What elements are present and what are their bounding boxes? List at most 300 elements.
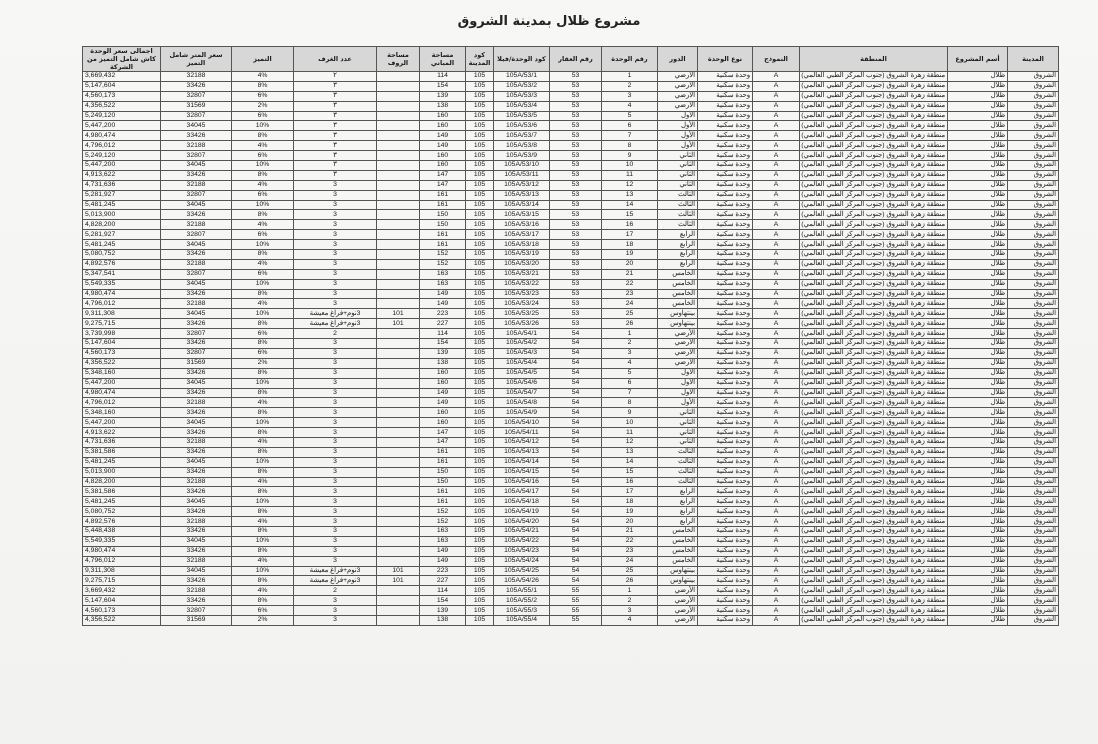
cell-property-number: 54 [550,437,602,447]
cell-total-price: 5,481,245 [83,497,161,507]
cell-rooms: 3 [294,348,377,358]
cell-unit-type: وحدة سكنية [698,161,753,171]
cell-premium: 8% [232,507,294,517]
cell-rooms: 3 [294,180,377,190]
cell-roof-area [377,289,420,299]
cell-unit-number: 26 [602,576,658,586]
cell-area: منطقة زهرة الشروق (جنوب المركز الطبي العالمي) [800,200,948,210]
cell-city-code: 105 [466,289,494,299]
cell-project: ظلال [948,487,1008,497]
cell-total-price: 5,549,335 [83,279,161,289]
cell-city: الشروق [1008,566,1059,576]
table-row [83,170,1059,180]
cell-city: الشروق [1008,210,1059,220]
cell-price-per-meter: 32188 [161,586,232,596]
cell-floor: الثالث [658,190,698,200]
cell-unit-number: 8 [602,141,658,151]
cell-total-price: 4,356,522 [83,358,161,368]
cell-unit-type: وحدة سكنية [698,447,753,457]
cell-unit-code: 105A/55/2 [494,596,550,606]
cell-city: الشروق [1008,457,1059,467]
cell-property-number: 54 [550,368,602,378]
cell-unit-type: وحدة سكنية [698,200,753,210]
cell-unit-code: 105A/53/22 [494,279,550,289]
cell-project: ظلال [948,358,1008,368]
cell-roof-area [377,299,420,309]
cell-price-per-meter: 32188 [161,141,232,151]
table-row [83,378,1059,388]
cell-model: A [753,299,800,309]
cell-city: الشروق [1008,368,1059,378]
cell-area: منطقة زهرة الشروق (جنوب المركز الطبي العالمي) [800,447,948,457]
cell-property-number: 53 [550,121,602,131]
cell-property-number: 54 [550,526,602,536]
cell-model: A [753,180,800,190]
cell-unit-code: 105A/54/17 [494,487,550,497]
header-project: أسم المشروع [948,47,1008,72]
cell-city-code: 105 [466,220,494,230]
cell-premium: 6% [232,151,294,161]
cell-property-number: 54 [550,457,602,467]
cell-building-area: 161 [420,200,466,210]
cell-building-area: 149 [420,289,466,299]
cell-model: A [753,200,800,210]
cell-unit-type: وحدة سكنية [698,230,753,240]
cell-building-area: 114 [420,586,466,596]
cell-model: A [753,220,800,230]
cell-rooms: 3 [294,190,377,200]
cell-project: ظلال [948,615,1008,625]
cell-city: الشروق [1008,190,1059,200]
cell-unit-code: 105A/54/5 [494,368,550,378]
cell-city-code: 105 [466,151,494,161]
cell-floor: الأول [658,388,698,398]
cell-price-per-meter: 33426 [161,507,232,517]
cell-project: ظلال [948,161,1008,171]
table-row [83,566,1059,576]
cell-roof-area [377,329,420,339]
cell-building-area: 149 [420,299,466,309]
cell-price-per-meter: 34045 [161,200,232,210]
cell-premium: 10% [232,240,294,250]
cell-area: منطقة زهرة الشروق (جنوب المركز الطبي العالمي) [800,526,948,536]
cell-building-area: 160 [420,111,466,121]
cell-unit-number: 2 [602,596,658,606]
cell-total-price: 9,275,715 [83,576,161,586]
cell-unit-number: 14 [602,200,658,210]
cell-unit-type: وحدة سكنية [698,190,753,200]
table-row [83,398,1059,408]
cell-unit-number: 2 [602,81,658,91]
cell-area: منطقة زهرة الشروق (جنوب المركز الطبي العالمي) [800,477,948,487]
table-row [83,141,1059,151]
cell-premium: 4% [232,72,294,82]
cell-unit-number: 12 [602,180,658,190]
cell-city-code: 105 [466,437,494,447]
cell-project: ظلال [948,606,1008,616]
header-building-area: مساحة المباني [420,47,466,72]
cell-unit-number: 18 [602,497,658,507]
cell-floor: الأرضي [658,348,698,358]
cell-roof-area [377,72,420,82]
cell-premium: 8% [232,576,294,586]
cell-roof-area [377,161,420,171]
cell-price-per-meter: 33426 [161,388,232,398]
cell-rooms: 3 [294,368,377,378]
cell-unit-number: 17 [602,487,658,497]
cell-price-per-meter: 33426 [161,487,232,497]
cell-floor: الثاني [658,418,698,428]
cell-area: منطقة زهرة الشروق (جنوب المركز الطبي العالمي) [800,151,948,161]
cell-unit-number: 13 [602,447,658,457]
cell-premium: 8% [232,467,294,477]
cell-property-number: 54 [550,358,602,368]
cell-unit-number: 23 [602,546,658,556]
cell-price-per-meter: 32188 [161,299,232,309]
cell-model: A [753,358,800,368]
cell-price-per-meter: 34045 [161,497,232,507]
cell-unit-type: وحدة سكنية [698,131,753,141]
cell-unit-type: وحدة سكنية [698,467,753,477]
cell-rooms: 3 [294,437,377,447]
cell-project: ظلال [948,497,1008,507]
cell-unit-code: 105A/54/19 [494,507,550,517]
cell-total-price: 4,828,200 [83,220,161,230]
cell-property-number: 53 [550,180,602,190]
cell-premium: 4% [232,437,294,447]
cell-unit-code: 105A/54/1 [494,329,550,339]
cell-price-per-meter: 33426 [161,526,232,536]
cell-premium: 6% [232,91,294,101]
cell-city: الشروق [1008,230,1059,240]
cell-total-price: 4,356,522 [83,615,161,625]
cell-floor: الأرضي [658,91,698,101]
cell-area: منطقة زهرة الشروق (جنوب المركز الطبي العالمي) [800,101,948,111]
cell-unit-code: 105A/54/3 [494,348,550,358]
cell-model: A [753,81,800,91]
cell-project: ظلال [948,457,1008,467]
cell-rooms: 3 [294,418,377,428]
cell-roof-area [377,339,420,349]
cell-unit-type: وحدة سكنية [698,477,753,487]
cell-rooms: 3 [294,269,377,279]
cell-premium: 10% [232,279,294,289]
table-row [83,437,1059,447]
cell-rooms: 3 [294,447,377,457]
cell-property-number: 54 [550,329,602,339]
cell-roof-area [377,596,420,606]
cell-city-code: 105 [466,388,494,398]
cell-project: ظلال [948,200,1008,210]
cell-city: الشروق [1008,507,1059,517]
cell-unit-type: وحدة سكنية [698,428,753,438]
cell-project: ظلال [948,121,1008,131]
cell-unit-code: 105A/55/3 [494,606,550,616]
cell-area: منطقة زهرة الشروق (جنوب المركز الطبي العالمي) [800,378,948,388]
cell-unit-code: 105A/54/6 [494,378,550,388]
cell-unit-number: 14 [602,457,658,467]
cell-city: الشروق [1008,101,1059,111]
cell-unit-number: 10 [602,418,658,428]
header-unit-type: نوع الوحدة [698,47,753,72]
cell-city: الشروق [1008,546,1059,556]
cell-unit-number: 20 [602,259,658,269]
table-row [83,91,1059,101]
cell-floor: الرابع [658,507,698,517]
cell-price-per-meter: 31569 [161,358,232,368]
cell-rooms: ٣ [294,91,377,101]
cell-price-per-meter: 32188 [161,72,232,82]
cell-project: ظلال [948,309,1008,319]
cell-total-price: 5,347,541 [83,269,161,279]
cell-city: الشروق [1008,180,1059,190]
cell-floor: الرابع [658,250,698,260]
cell-price-per-meter: 33426 [161,319,232,329]
cell-roof-area [377,259,420,269]
cell-city-code: 105 [466,279,494,289]
cell-rooms: 3 [294,596,377,606]
cell-total-price: 5,447,200 [83,418,161,428]
cell-price-per-meter: 32188 [161,220,232,230]
cell-rooms: ٣ [294,131,377,141]
cell-unit-type: وحدة سكنية [698,220,753,230]
cell-total-price: 4,892,576 [83,517,161,527]
cell-unit-type: وحدة سكنية [698,170,753,180]
cell-unit-number: 7 [602,131,658,141]
cell-unit-code: 105A/53/21 [494,269,550,279]
cell-price-per-meter: 34045 [161,536,232,546]
cell-area: منطقة زهرة الشروق (جنوب المركز الطبي العالمي) [800,190,948,200]
cell-model: A [753,368,800,378]
cell-rooms: 3 [294,289,377,299]
cell-building-area: 139 [420,606,466,616]
table-row [83,368,1059,378]
cell-unit-type: وحدة سكنية [698,111,753,121]
cell-price-per-meter: 32807 [161,230,232,240]
cell-city: الشروق [1008,398,1059,408]
cell-floor: الرابع [658,240,698,250]
cell-building-area: 163 [420,526,466,536]
cell-city: الشروق [1008,408,1059,418]
table-row [83,596,1059,606]
cell-unit-code: 105A/53/26 [494,319,550,329]
cell-city: الشروق [1008,289,1059,299]
cell-model: A [753,111,800,121]
cell-unit-type: وحدة سكنية [698,319,753,329]
header-price-per-meter: سعر المتر شامل التميز [161,47,232,72]
table-row [83,200,1059,210]
cell-rooms: 3 [294,230,377,240]
cell-building-area: 160 [420,368,466,378]
cell-unit-number: 11 [602,170,658,180]
cell-city-code: 105 [466,566,494,576]
cell-model: A [753,556,800,566]
cell-roof-area [377,81,420,91]
cell-rooms: ٣ [294,111,377,121]
cell-rooms: ٣ [294,121,377,131]
cell-rooms: ٣ [294,101,377,111]
cell-premium: 4% [232,477,294,487]
cell-premium: 6% [232,329,294,339]
cell-area: منطقة زهرة الشروق (جنوب المركز الطبي العالمي) [800,250,948,260]
cell-total-price: 3,739,998 [83,329,161,339]
cell-premium: 8% [232,210,294,220]
header-roof-area: مساحة الروف [377,47,420,72]
cell-property-number: 53 [550,190,602,200]
cell-price-per-meter: 33426 [161,576,232,586]
cell-area: منطقة زهرة الشروق (جنوب المركز الطبي العالمي) [800,81,948,91]
cell-roof-area: 101 [377,576,420,586]
cell-area: منطقة زهرة الشروق (جنوب المركز الطبي العالمي) [800,467,948,477]
cell-project: ظلال [948,526,1008,536]
cell-building-area: 147 [420,180,466,190]
table-row [83,348,1059,358]
cell-premium: 8% [232,447,294,457]
cell-building-area: 149 [420,556,466,566]
cell-floor: الخامس [658,289,698,299]
cell-roof-area [377,348,420,358]
cell-premium: 8% [232,339,294,349]
cell-model: A [753,329,800,339]
cell-unit-code: 105A/53/7 [494,131,550,141]
cell-city-code: 105 [466,309,494,319]
cell-floor: الأول [658,111,698,121]
cell-unit-type: وحدة سكنية [698,309,753,319]
cell-city: الشروق [1008,131,1059,141]
cell-city-code: 105 [466,497,494,507]
cell-unit-code: 105A/54/9 [494,408,550,418]
cell-area: منطقة زهرة الشروق (جنوب المركز الطبي العالمي) [800,289,948,299]
cell-city: الشروق [1008,240,1059,250]
cell-building-area: 152 [420,517,466,527]
cell-project: ظلال [948,517,1008,527]
cell-unit-code: 105A/54/14 [494,457,550,467]
cell-property-number: 53 [550,170,602,180]
cell-model: A [753,467,800,477]
cell-premium: 8% [232,408,294,418]
cell-area: منطقة زهرة الشروق (جنوب المركز الطبي العالمي) [800,517,948,527]
cell-property-number: 53 [550,220,602,230]
cell-total-price: 5,013,900 [83,210,161,220]
header-city: المدينة [1008,47,1059,72]
cell-area: منطقة زهرة الشروق (جنوب المركز الطبي العالمي) [800,240,948,250]
cell-roof-area [377,428,420,438]
cell-roof-area [377,526,420,536]
table-row [83,131,1059,141]
cell-price-per-meter: 32188 [161,437,232,447]
cell-building-area: 227 [420,319,466,329]
cell-area: منطقة زهرة الشروق (جنوب المركز الطبي العالمي) [800,418,948,428]
cell-project: ظلال [948,101,1008,111]
cell-roof-area [377,210,420,220]
table-row [83,240,1059,250]
cell-price-per-meter: 32188 [161,398,232,408]
cell-area: منطقة زهرة الشروق (جنوب المركز الطبي العالمي) [800,388,948,398]
cell-price-per-meter: 34045 [161,566,232,576]
cell-city-code: 105 [466,487,494,497]
cell-total-price: 5,281,927 [83,230,161,240]
cell-unit-code: 105A/54/10 [494,418,550,428]
cell-unit-number: 1 [602,329,658,339]
cell-project: ظلال [948,339,1008,349]
cell-rooms: 3 [294,428,377,438]
cell-unit-type: وحدة سكنية [698,606,753,616]
cell-premium: 10% [232,121,294,131]
cell-unit-code: 105A/54/20 [494,517,550,527]
cell-floor: الرابع [658,230,698,240]
cell-total-price: 5,448,438 [83,526,161,536]
table-row [83,190,1059,200]
cell-roof-area [377,418,420,428]
cell-building-area: 160 [420,161,466,171]
cell-unit-type: وحدة سكنية [698,81,753,91]
cell-unit-type: وحدة سكنية [698,615,753,625]
cell-building-area: 160 [420,151,466,161]
table-row [83,517,1059,527]
cell-total-price: 9,311,308 [83,309,161,319]
cell-roof-area [377,586,420,596]
cell-total-price: 5,381,586 [83,487,161,497]
cell-unit-code: 105A/55/1 [494,586,550,596]
table-row [83,576,1059,586]
cell-total-price: 5,481,245 [83,240,161,250]
cell-premium: 6% [232,111,294,121]
cell-area: منطقة زهرة الشروق (جنوب المركز الطبي العالمي) [800,368,948,378]
cell-project: ظلال [948,408,1008,418]
cell-city: الشروق [1008,151,1059,161]
cell-building-area: 152 [420,507,466,517]
cell-area: منطقة زهرة الشروق (جنوب المركز الطبي العالمي) [800,576,948,586]
cell-project: ظلال [948,447,1008,457]
cell-unit-type: وحدة سكنية [698,507,753,517]
cell-roof-area [377,190,420,200]
cell-unit-number: 22 [602,279,658,289]
cell-unit-number: 9 [602,151,658,161]
cell-city-code: 105 [466,606,494,616]
cell-floor: الأرضي [658,101,698,111]
cell-city-code: 105 [466,101,494,111]
cell-city-code: 105 [466,546,494,556]
cell-floor: بينتهاوس [658,319,698,329]
cell-unit-number: 15 [602,210,658,220]
cell-unit-code: 105A/53/1 [494,72,550,82]
cell-city-code: 105 [466,91,494,101]
cell-city-code: 105 [466,536,494,546]
header-unit-number: رقم الوحدة [602,47,658,72]
cell-city-code: 105 [466,526,494,536]
cell-project: ظلال [948,388,1008,398]
cell-city: الشروق [1008,447,1059,457]
cell-total-price: 5,481,245 [83,457,161,467]
cell-total-price: 5,080,752 [83,507,161,517]
cell-price-per-meter: 33426 [161,250,232,260]
cell-area: منطقة زهرة الشروق (جنوب المركز الطبي العالمي) [800,428,948,438]
cell-unit-number: 18 [602,240,658,250]
cell-total-price: 4,796,012 [83,299,161,309]
cell-property-number: 54 [550,467,602,477]
cell-roof-area [377,101,420,111]
cell-floor: الثالث [658,220,698,230]
cell-total-price: 4,980,474 [83,289,161,299]
cell-roof-area [377,131,420,141]
cell-floor: الثاني [658,408,698,418]
cell-rooms: ٣ [294,161,377,171]
cell-floor: الأرضي [658,606,698,616]
cell-city-code: 105 [466,428,494,438]
cell-city-code: 105 [466,507,494,517]
cell-model: A [753,309,800,319]
cell-property-number: 53 [550,289,602,299]
